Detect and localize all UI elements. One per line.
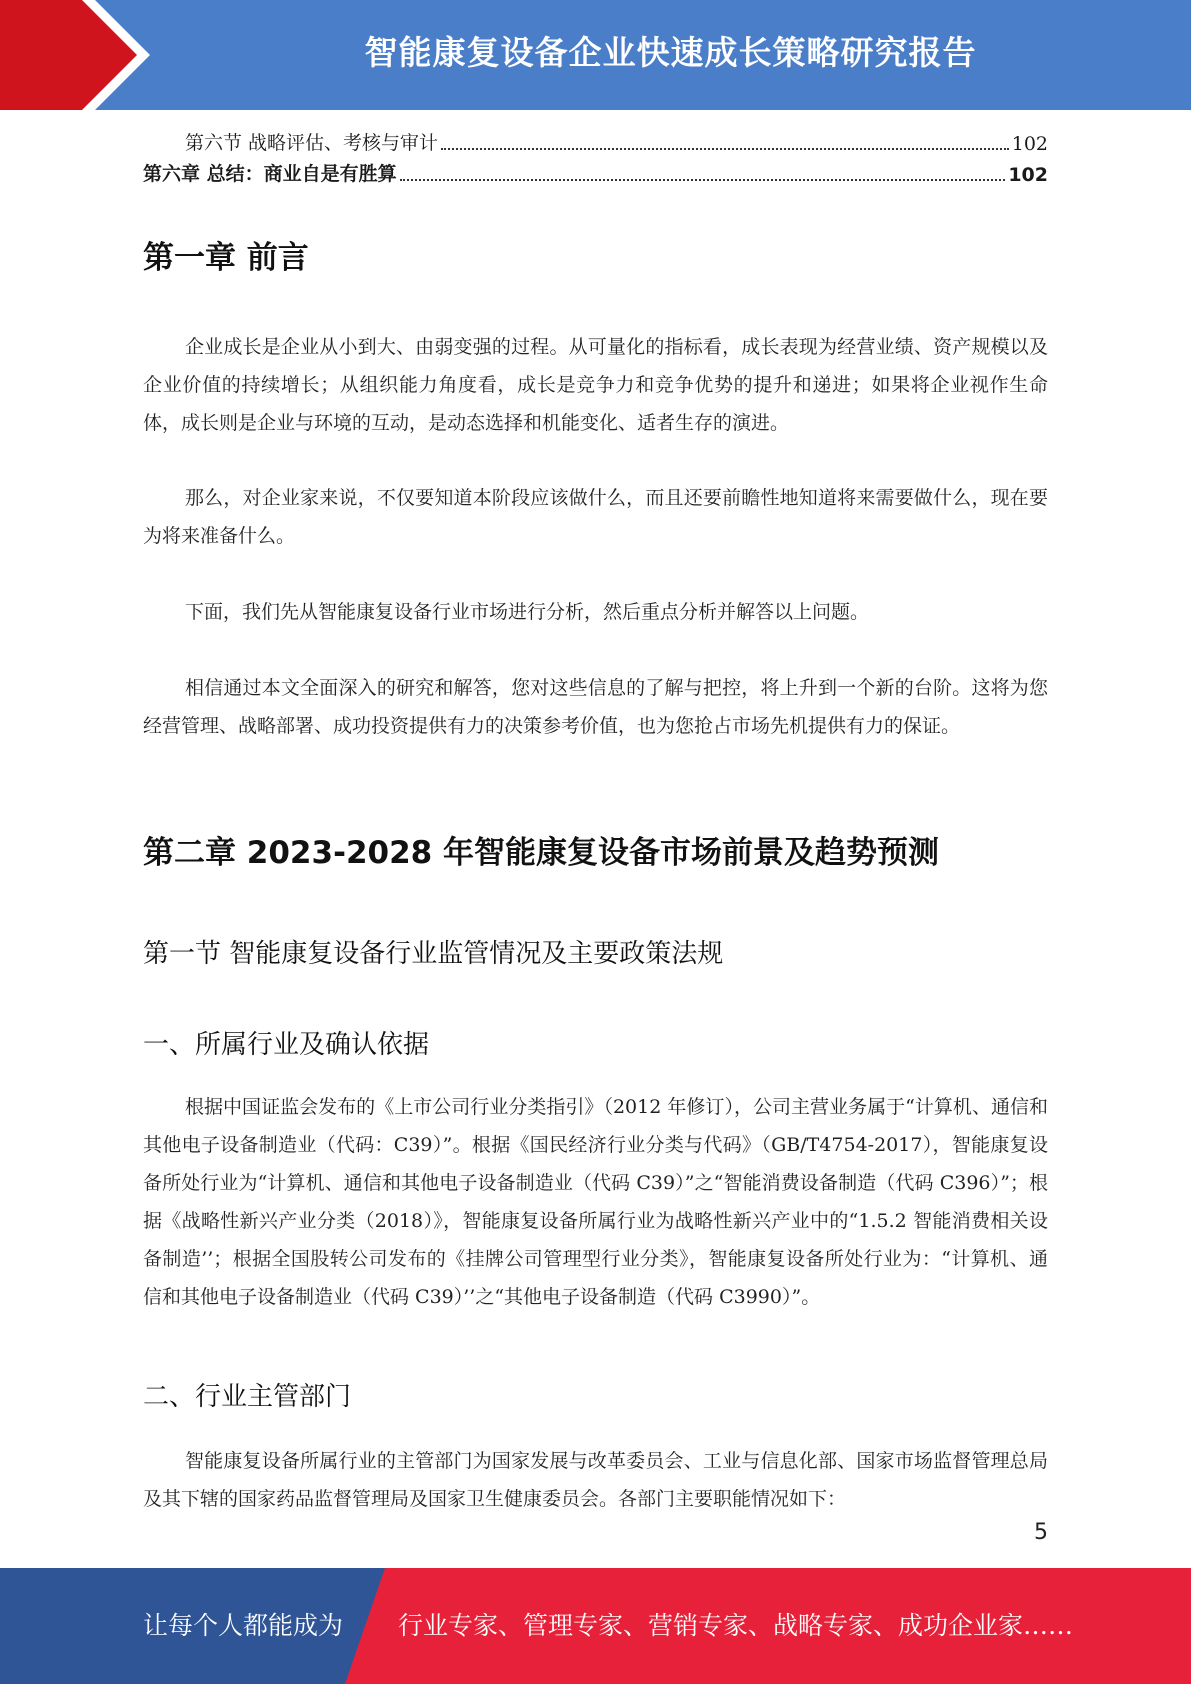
subsection-heading: 二、行业主管部门 bbox=[143, 1382, 352, 1412]
toc-entry-page: 102 bbox=[1011, 133, 1048, 155]
chapter-heading: 第一章 前言 bbox=[143, 240, 309, 276]
chapter-heading: 第二章 2023-2028 年智能康复设备市场前景及趋势预测 bbox=[143, 835, 940, 871]
footer-slogan-left: 让每个人都能成为 bbox=[143, 1611, 344, 1640]
paragraph: 企业成长是企业从小到大、由弱变强的过程。从可量化的指标看，成长表现为经营业绩、资产规模以及企业价值的持续增长；从组织能力角度看，成长是竞争力和竞争优势的提升和递进；如果将企业视作生命体，成长则是企业与环境的互动，是动态选择和机能变化、适者生存的演进。 bbox=[143, 336, 1048, 434]
toc-entry-label: 第六章 总结：商业自是有胜算 bbox=[143, 163, 397, 185]
page-footer bbox=[0, 1568, 1191, 1684]
footer-slogan-right: 行业专家、管理专家、营销专家、战略专家、成功企业家…… bbox=[398, 1611, 1074, 1640]
toc-leader-dots bbox=[400, 179, 1006, 181]
header-arrow-decoration bbox=[0, 0, 160, 110]
paragraph: 智能康复设备所属行业的主管部门为国家发展与改革委员会、工业与信息化部、国家市场监督管理总局及其下辖的国家药品监督管理局及国家卫生健康委员会。各部门主要职能情况如下： bbox=[143, 1450, 1048, 1510]
header-title: 智能康复设备企业快速成长策略研究报告 bbox=[364, 33, 977, 72]
page-number: 5 bbox=[1034, 1520, 1048, 1545]
toc-entry-page: 102 bbox=[1008, 164, 1048, 186]
page-header bbox=[0, 0, 1191, 110]
toc-leader-dots bbox=[441, 148, 1009, 150]
paragraph: 相信通过本文全面深入的研究和解答，您对这些信息的了解与把控，将上升到一个新的台阶。这将为您经营管理、战略部署、成功投资提供有力的决策参考价值，也为您抢占市场先机提供有力的保证。 bbox=[143, 677, 1048, 737]
paragraph: 根据中国证监会发布的《上市公司行业分类指引》（2012 年修订），公司主营业务属于“计算机、通信和其他电子设备制造业（代码：C39）”。根据《国民经济行业分类与代码》（GB/T4754-2017），智能康复设备所处行业为“计算机、通信和其他电子设备制造业（代码 C39）”之“智能消费设备制造（代码 C396）”；根据《战略性新兴产业分类（2018）》，智能康复设备所属行业为战略性新兴产业中的“1.5.2 智能消费相关设备制造’’；根据全国股转公司发布的《挂牌公司管理型行业分类》，智能康复设备所处行业为：“计算机、通信和其他电子设备制造业（代码 C39）’’之“其他电子设备制造（代码 C3990）”。 bbox=[143, 1096, 1048, 1308]
toc-entry[interactable] bbox=[143, 160, 1048, 186]
paragraph: 下面，我们先从智能康复设备行业市场进行分析，然后重点分析并解答以上问题。 bbox=[185, 601, 870, 623]
paragraph: 那么，对企业家来说，不仅要知道本阶段应该做什么，而且还要前瞻性地知道将来需要做什么，现在要为将来准备什么。 bbox=[143, 487, 1048, 547]
section-heading: 第一节 智能康复设备行业监管情况及主要政策法规 bbox=[143, 939, 724, 969]
toc-entry[interactable] bbox=[143, 129, 1048, 155]
subsection-heading: 一、所属行业及确认依据 bbox=[143, 1030, 430, 1060]
toc-entry-label: 第六节 战略评估、考核与审计 bbox=[185, 132, 439, 154]
